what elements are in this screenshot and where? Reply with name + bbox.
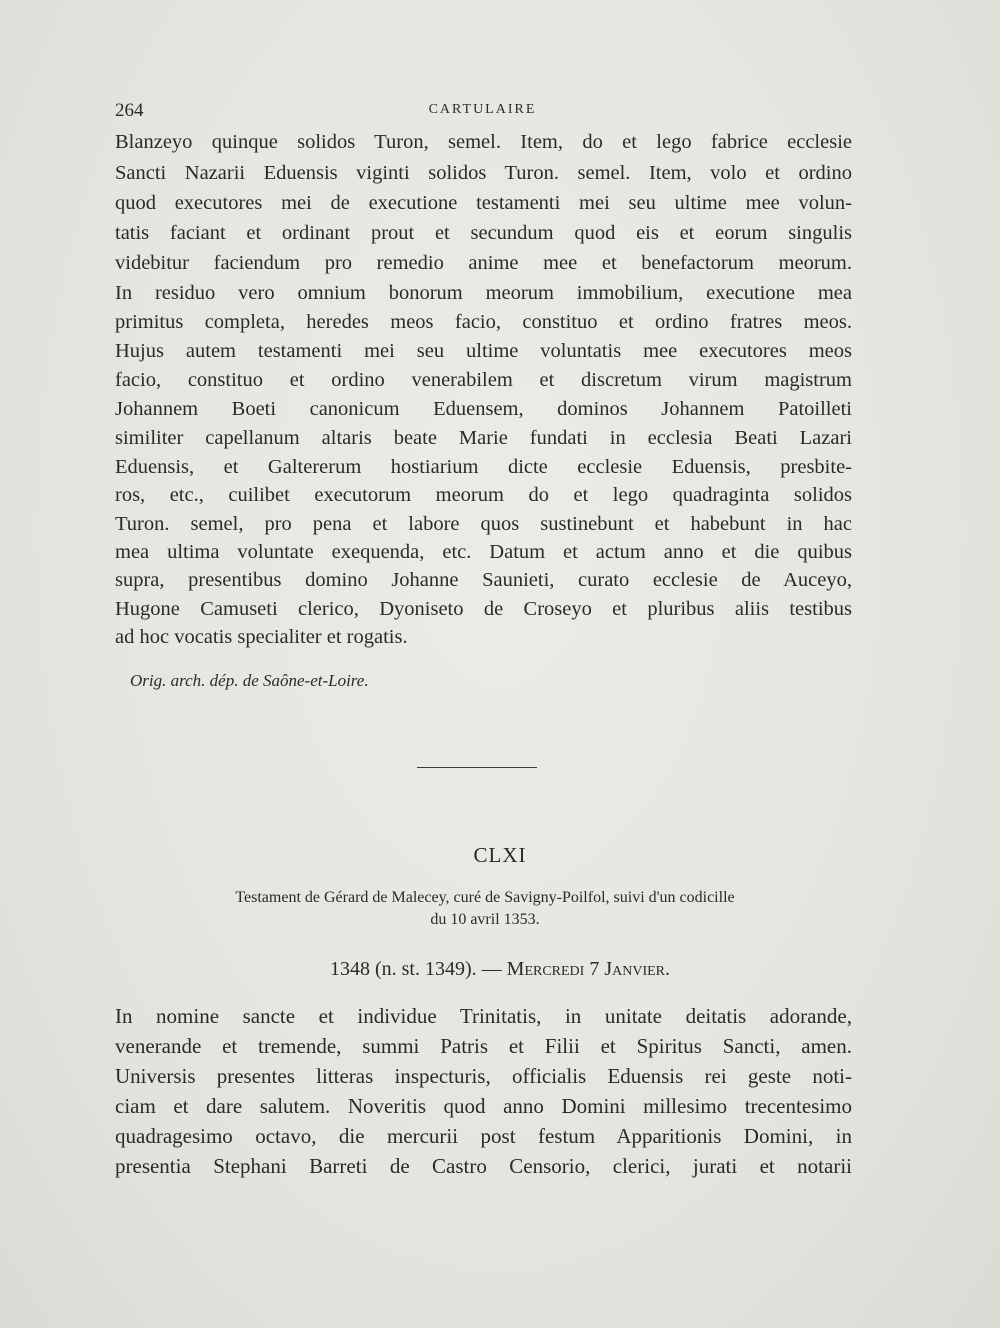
date-text: 1348 (n. st. 1349). — [329,958,507,980]
source-note: Orig. arch. dép. de Saône-et-Loire. [130,671,369,690]
text-line: Turon. semel, pro pena et labore quos sustinebunt et habebunt in hac [115,513,852,535]
text-line: Hujus autem testamenti mei seu ultime voluntatis mee executores meos [115,340,852,362]
page-number: 264 [115,100,144,121]
summary-line: du 10 avril 1353. [430,911,540,928]
document-summary [130,887,840,931]
text-line: In residuo vero omnium bonorum meorum immobilium, executione mea [115,282,852,304]
text-line: quod executores mei de executione testamenti mei seu ultime mee volun- [115,192,852,214]
text-line: ad hoc vocatis specialiter et rogatis. [115,626,408,648]
date-day: Mercredi 7 Janvier. [506,958,670,980]
text-line: Sancti Nazarii Eduensis viginti solidos Turon. semel. Item, volo et ordino [115,162,852,184]
text-line: Johannem Boeti canonicum Eduensem, dominos Johannem Patoilleti [115,398,852,420]
text-line: videbitur faciendum pro remedio anime mee et benefactorum meorum. [115,252,852,274]
text-line: quadragesimo octavo, die mercurii post festum Apparitionis Domini, in [115,1124,852,1148]
text-line: mea ultima voluntate exequenda, etc. Datum et actum anno et die quibus [115,541,852,563]
running-title: CARTULAIRE [428,102,537,117]
document-number: CLXI [473,843,527,867]
text-line: supra, presentibus domino Johanne Saunieti, curato ecclesie de Auceyo, [115,569,852,591]
text-line: venerande et tremende, summi Patris et Filii et Spiritus Sancti, amen. [115,1034,852,1058]
text-line: Blanzeyo quinque solidos Turon, semel. Item, do et lego fabrice ecclesie [115,131,852,153]
text-line: tatis faciant et ordinant prout et secundum quod eis et eorum singulis [115,222,852,244]
text-line: Hugone Camuseti clerico, Dyoniseto de Croseyo et pluribus aliis testibus [115,598,852,620]
text-line: primitus completa, heredes meos facio, constituo et ordino fratres meos. [115,311,852,333]
document-date [0,958,1000,981]
text-line: ciam et dare salutem. Noveritis quod anno Domini millesimo trecentesimo [115,1094,852,1118]
text-line: similiter capellanum altaris beate Marie fundati in ecclesia Beati Lazari [115,427,852,449]
summary-line: Testament de Gérard de Malecey, curé de Savigny-Poilfol, suivi d'un codicille [235,889,735,906]
text-line: ros, etc., cuilibet executorum meorum do et lego quadraginta solidos [115,484,852,506]
text-line: In nomine sancte et individue Trinitatis, in unitate deitatis adorande, [115,1004,852,1028]
text-line: Eduensis, et Galtererum hostiarium dicte ecclesie Eduensis, presbite- [115,456,852,478]
text-line: Universis presentes litteras inspecturis, officialis Eduensis rei geste noti- [115,1064,852,1088]
running-head [115,100,850,120]
text-line: facio, constituo et ordino venerabilem et discretum virum magistrum [115,369,852,391]
text-line: presentia Stephani Barreti de Castro Censorio, clerici, jurati et notarii [115,1154,852,1178]
section-separator [417,767,537,768]
